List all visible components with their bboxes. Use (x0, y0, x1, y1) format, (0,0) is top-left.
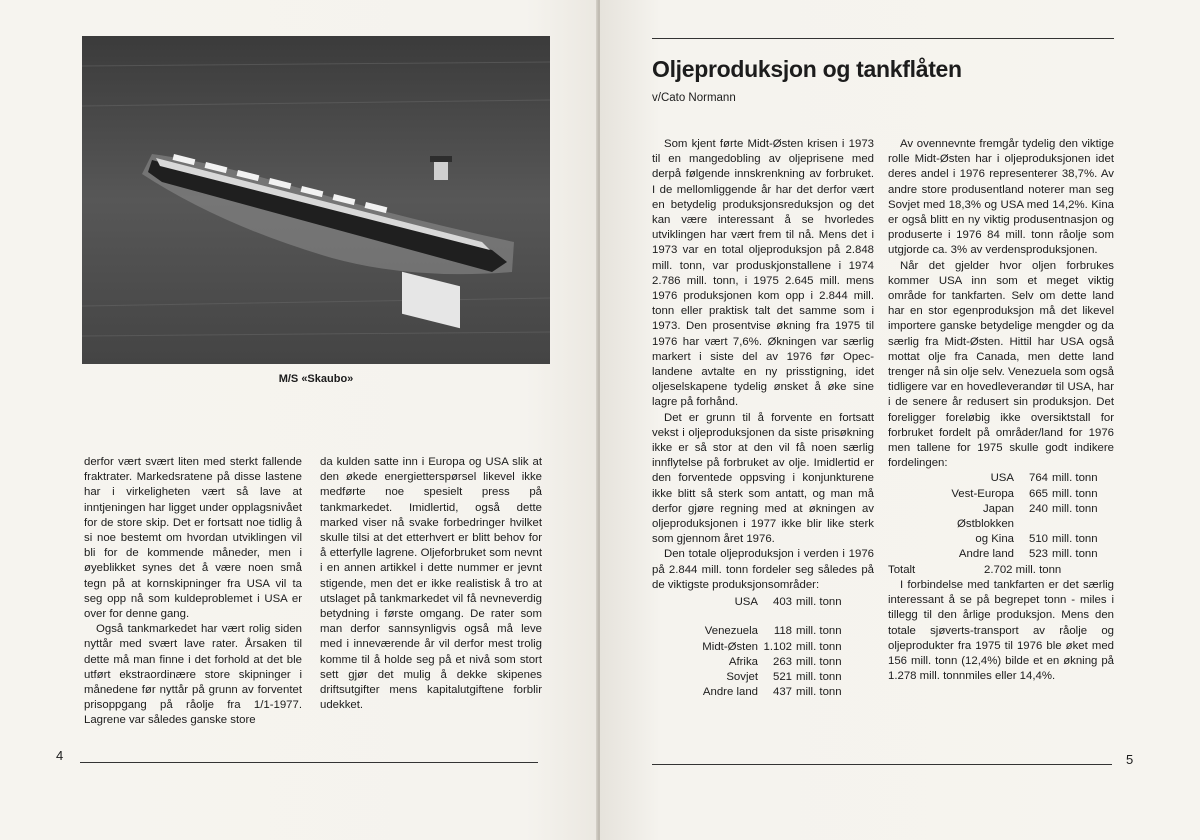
tanker-ship-illustration (82, 36, 550, 364)
paragraph: Det er grunn til å forvente en fortsatt vekst i oljeproduksjonen da siste prisøkning ikke er så stor at den vil få noen særlig innflytelse på forbruket av olje. Imidlertid er den forventede oppsving i konjunkturene ikke blitt så sterk som antatt, og man må derfor gjøre regning med at økningen av oljeproduksjonen i 1977 ikke blir like sterk som gjennom året 1976. (652, 411, 874, 546)
article-byline: v/Cato Normann (652, 92, 736, 104)
table-row: Andre land 437 mill. tonn (702, 686, 842, 699)
total-value: 2.702 mill. tonn (984, 563, 1062, 576)
left-column-2 (320, 455, 542, 713)
left-page (0, 0, 598, 840)
article-title: Oljeproduksjon og tankflåten (652, 56, 962, 82)
paragraph: derfor vært svært liten med sterkt fallende fraktrater. Markedsratene på disse lastene har i virkeligheten vært så lave at inntjeningen har ligget under opplagsnivået for de store skip. Det er fortsatt noe tidlig å si noe bestemt om hvordan utviklingen vil bli for de kommende måneder, men i øyeblikket synes det å være noen små tegn på at kornskipninger fra USA vil ta seg opp nå som kuldeproblemet i USA er over for denne gang. (84, 456, 302, 621)
table-row: Midt-Østen 1.102 mill. tonn (702, 640, 842, 653)
table-row: Andre land 523 mill. tonn (958, 548, 1098, 561)
paragraph: Som kjent førte Midt-Østen krisen i 1973 til en mangedobling av oljeprisene med derpå følgende innskrenkning av forbruket. I de mellomliggende år har det derfor vært en betydelig produksjonsreduksjon og det kan være interessant å se hvorledes utviklingen har vært frem til nå. Mens det i 1973 var en total oljeproduksjon på 2.848 mill. tonn, var produskjonstallene i 1974 2.786 mill. tonn, i 1975 2.645 mill. mens 1976 produksjonen kom opp i 2.844 mill. tonn eller praktisk talt det samme som i 1973. Den prosentvise økning fra 1975 til 1976 har vært 7,6%. Økningen var særlig markert i siste del av 1976 før Opec-landene avtalte en ny prisstigning, idet oljeselskapene tydelig ønsket å øke sine lagre på forhånd. (652, 138, 874, 409)
ship-photo (82, 36, 550, 364)
table-row: Vest-Europa 665 mill. tonn (951, 487, 1098, 500)
page-number-right: 5 (1126, 752, 1134, 767)
table-row: USA 403 mill. tonn (734, 596, 842, 609)
total-row (888, 563, 1114, 578)
table-row: Østblokken (957, 518, 1014, 531)
table-row: Afrika 263 mill. tonn (728, 655, 842, 668)
left-column-1 (84, 455, 302, 729)
right-column-1 (652, 137, 874, 702)
paragraph: Av ovennevnte fremgår tydelig den viktige rolle Midt-Østen har i oljeproduksjonen idet deres andel i 1976 representerer 38,7%. Av andre store produsentland noterer man seg Sovjet med 18,3% og USA med 14,2%. Kina er også blitt en ny viktig produsentnasjon og produserte i 1976 84 mill. tonn råolje som utgjorde ca. 3% av verdensproduksjonen. (888, 138, 1114, 257)
table-row: Japan 240 mill. tonn (982, 502, 1098, 515)
table-row: Sovjet 521 mill. tonn (726, 670, 842, 683)
photo-caption: M/S «Skaubo» (278, 373, 354, 385)
paragraph: Den totale oljeproduksjon i verden i 1976 på 2.844 mill. tonn fordeler seg således på de viktigste produksjonsområder: (652, 548, 874, 591)
paragraph: I forbindelse med tankfarten er det særlig interessant å se på begrepet tonn - miles i tillegg til den årlige produksjon. Mens den totale sjøverts-transport av råolje og oljeprodukter fra 1975 til 1976 ble øket med 156 mill. tonn (12,4%) bilde et en økning på 1.278 mill. tonnmiles eller 14,4%. (888, 578, 1114, 683)
table-row: USA 764 mill. tonn (990, 472, 1098, 485)
table-row: og Kina 510 mill. tonn (975, 533, 1098, 546)
total-label: Totalt (888, 563, 916, 576)
page-number-left: 4 (56, 748, 64, 763)
bottom-rule-left (80, 762, 538, 763)
top-rule-right (652, 38, 1114, 39)
paragraph: Også tankmarkedet har vært rolig siden nyttår med svært lave rater. Årsaken til dette må man finne i det forhold at det ble utført ekstraordinære store skipninger i månedene før nyttår på grunn av forventet prisoppgang på råolje fra 1/1-1977. Lagrene var således ganske store (84, 623, 302, 727)
paragraph: da kulden satte inn i Europa og USA slik at den økede energietterspørsel likevel ikke medførte noe spesielt press på tankmarkedet. Imidlertid, også dette marked viser nå svake forbedringer hvilket skulle tilsi at det etterhvert er blitt behov for å etterfylle lagrene. Oljeforbruket som nevnt i en annen artikkel i dette nummer er jevnt stigende, men det er ikke realistisk å tro at utslaget på tankmarkedet vil få nevneverdig betydning i første omgang. De rater som man derfor sannsynligvis også må leve med i inneværende år vil derfor mest trolig komme til å holde seg på et nivå som stort sett gjør det mulig å dekke skipenes driftsutgifter mens kapitalutgiftene forblir udekket. (320, 456, 542, 712)
production-table (656, 595, 842, 700)
bottom-rule-right (652, 764, 1112, 765)
paragraph: Når det gjelder hvor oljen forbrukes kommer USA inn som et meget viktig område for tankfarten. Selv om dette land har en stor egenproduksjon må det likevel importere ganske betydelige mengder og da særlig fra Midt-Østen. Hittil har USA også mottat olje fra Canada, men dette land trenger nå sin olje selv. Venezuela som også tidligere var en hovedleverandør til USA, har i de senere år redusert sin produksjon. Det foreligger foreløbig ikke oversiktstall for forbruket fordelt på områder/land for 1976 men tallene for 1975 skulle godt indikere fordelingen: (888, 259, 1114, 470)
right-column-2 (888, 137, 1114, 684)
table-row: Venezuela 118 mill. tonn (704, 625, 842, 638)
consumption-table (892, 471, 1098, 562)
